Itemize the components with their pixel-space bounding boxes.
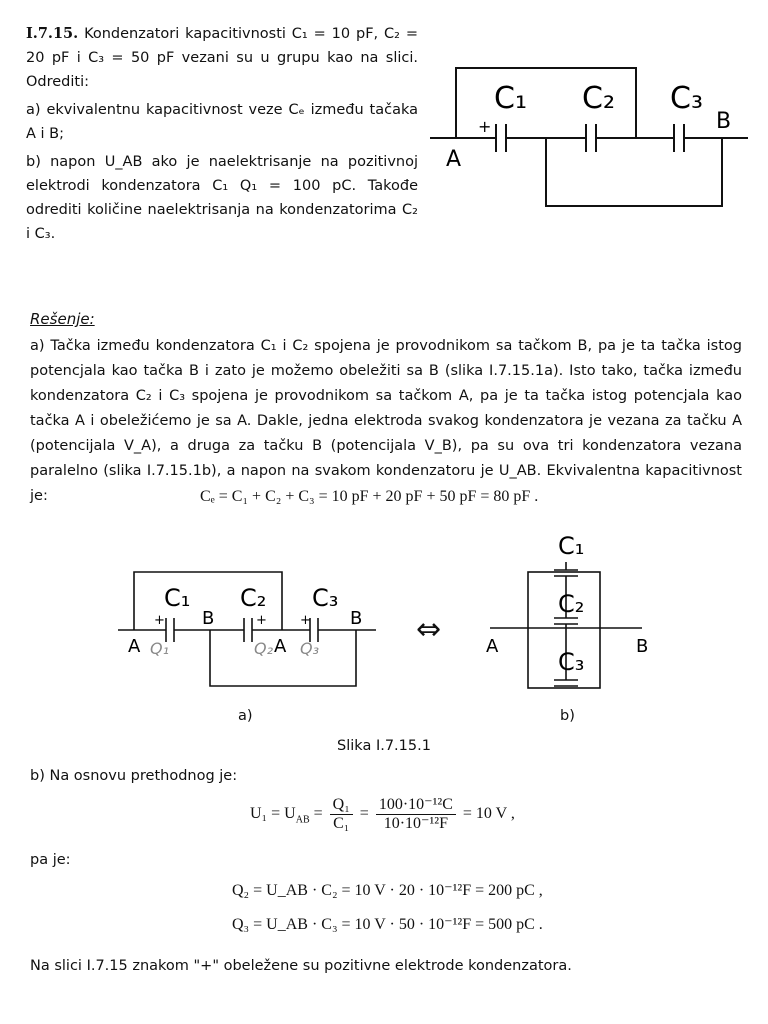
fraction-value-den: 10·10⁻¹²F [383,815,448,832]
problem-part-b: b) napon U_AB ako je naelektrisanje na pozitivnoj elektrodi kondenzatora C₁ Q₁ = 100 pC. Takođe odrediti količine naelektrisanja na kondenzatorima C₂ i C₃. [26,154,418,242]
fraction-values [376,796,456,833]
fig-b-label-c3: C₃ [558,648,585,676]
figure-b-label: b) [560,708,575,724]
fig-b-label-a: A [486,636,499,657]
solution-part-a-text: a) Tačka između kondenzatora C₁ i C₂ spojena je provodnikom sa tačkom B, pa je ta tačka istog potencjala kao tačka B i zato je možemo obeležiti sa B (slika I.7.15.1a). Isto tako, tačka između kondenzatora C₂ i C₃ spojena je provodnikom sa tačkom A, pa je ta tačka istog potencjala kao tačka A i obeležićemo je sa A. Dakle, jedna elektroda svakog kondenzatora je vezana za tačku A (potencijala V_A), a druga za tačku B (potencijala V_B), pa su ova tri kondenzatora vezana paralelno (slika I.7.15.1b), a napon na svakom kondenzatoru je U_AB. Ekvivalentna kapacitivnost je: [30,338,742,504]
formula-u1-lhs: U₁ = U [250,805,296,823]
pa-je-text: pa je: [30,852,71,868]
problem-part-a: a) ekvivalentnu kapacitivnost veze Cₑ između tačaka A i B; [26,102,418,142]
fig-a-label-a2: A [274,636,287,657]
fig-a-label-c3: C₃ [312,584,339,612]
fig-b-label-c2: C₂ [558,590,585,618]
formula-ce: Cₑ = C₁ + C₂ + C₃ = 10 pF + 20 pF + 50 pF = 80 pF . [200,488,539,505]
fig-a-plus1: + [154,613,165,628]
circuit-label-plus: + [478,117,492,136]
fraction-c1: C₁ [333,815,350,832]
figure-a-circuit [114,566,384,696]
circuit-label-c3: C₃ [670,81,703,116]
formula-u1-sub: AB [295,814,310,826]
solution-part-b-intro: b) Na osnovu prethodnog je: [30,768,238,784]
fraction-q1: Q₁ [330,796,353,815]
problem-circuit-diagram [426,60,756,210]
problem-statement [26,22,418,250]
circuit-label-b: B [716,109,732,134]
fig-b-label-c1: C₁ [558,532,585,560]
circuit-label-a: A [446,147,462,172]
fig-a-label-b2: B [350,608,363,629]
figure-b-circuit [484,530,664,702]
figure-a-label: a) [238,708,253,724]
formula-q2: Q₂ = U_AB · C₂ = 10 V · 20 · 10⁻¹²F = 200 pC , [232,882,543,899]
figure-caption: Slika I.7.15.1 [337,738,431,754]
fig-a-label-a1: A [128,636,141,657]
equivalence-arrow: ⇔ [416,612,442,647]
fig-a-label-c1: C₁ [164,584,191,612]
circuit-label-c2: C₂ [582,81,615,116]
closing-text: Na slici I.7.15 znakom "+" obeležene su pozitivne elektrode kondenzatora. [30,958,572,974]
fig-a-q3: Q₃ [300,639,320,658]
formula-u1: $U_1 = U_{AB}$ = $\frac{\text{Q₁}}{\text{C₁}}$ = $\frac{\text{100·10⁻¹²C}}{\text{10·10⁻¹²F}}$ = 10 V , [250,796,515,832]
formula-q3: Q₃ = U_AB · C₃ = 10 V · 50 · 10⁻¹²F = 500 pC . [232,916,543,933]
fig-a-plus3: + [300,613,311,628]
solution-heading: Rešenje: [30,310,95,328]
formula-u1-result: = 10 V , [462,805,515,823]
fig-b-label-b: B [636,636,649,657]
circuit-label-c1: C₁ [494,81,527,116]
fig-a-label-b1: B [202,608,215,629]
problem-number: I.7.15. [26,25,79,42]
fig-a-q2: Q₂ [254,639,274,658]
problem-intro [26,22,418,94]
fig-a-label-c2: C₂ [240,584,267,612]
fraction-q1-c1 [330,796,353,833]
fig-a-plus2: + [256,613,267,628]
fig-a-q1: Q₁ [150,639,170,658]
fraction-value-num: 100·10⁻¹²C [376,796,456,815]
problem-intro-text: Kondenzatori kapacitivnosti C₁ = 10 pF, C₂ = 20 pF i C₃ = 50 pF vezani su u grupu kao na slici. Odrediti: [26,26,418,90]
